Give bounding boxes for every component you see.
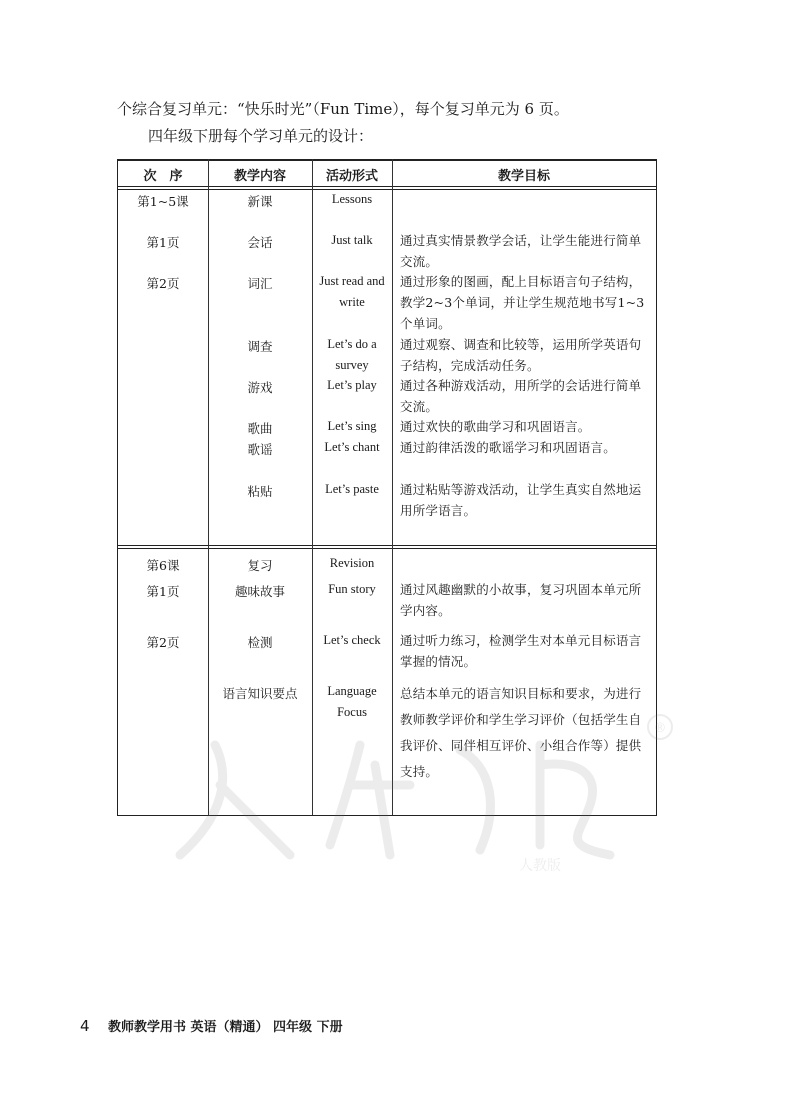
row-goal: 通过粘贴等游戏活动，让学生真实自然地运用所学语言。: [400, 482, 642, 518]
watermark-registered-mark: ®: [653, 721, 667, 736]
unit-design-table: [117, 159, 657, 816]
row-activity: Revision: [329, 556, 375, 570]
row-activity: Lessons: [331, 192, 373, 206]
row-content: 趣味故事: [234, 584, 285, 599]
header-rule: [118, 186, 656, 187]
page-number: 4: [80, 1017, 90, 1035]
intro-line-2: 四年级下册每个学习单元的设计：: [148, 127, 374, 145]
row-goal: 通过风趣幽默的小故事，复习巩固本单元所学内容。: [400, 582, 642, 618]
row-goal: 总结本单元的语言知识目标和要求，为进行教师教学评价和学生学习评价（包括学生自我评价、同伴相互评价、小组合作等）提供支持。: [400, 686, 642, 779]
row-activity: Let’s sing: [327, 419, 377, 433]
row-content: 歌曲: [247, 421, 273, 436]
row-order: 第1~5课: [137, 194, 189, 209]
row-content: 语言知识要点: [222, 686, 298, 701]
row-activity: Let’s paste: [325, 482, 379, 496]
watermark-text: 人教版: [519, 858, 561, 874]
row-activity: Let’s chant: [324, 440, 380, 454]
row-goal: 通过真实情景教学会话，让学生能进行简单交流。: [400, 233, 642, 269]
row-goal: 通过形象的图画，配上目标语言句子结构，教学2~3个单词，并让学生规范地书写1~3个单词。: [400, 274, 645, 331]
row-order: 第2页: [146, 276, 180, 291]
row-order: 第2页: [146, 635, 180, 650]
header-goal: 教学目标: [497, 169, 550, 184]
section-rule: [118, 545, 656, 546]
row-order: 第1页: [146, 584, 180, 599]
row-content: 游戏: [247, 380, 273, 395]
row-content: 歌谣: [247, 442, 273, 457]
row-goal: 通过观察、调查和比较等，运用所学英语句子结构，完成活动任务。: [400, 337, 642, 373]
row-content: 调查: [247, 339, 273, 354]
row-activity: Let’s check: [323, 633, 381, 647]
section-rule-double: [118, 548, 656, 549]
table-top-rule: [118, 159, 656, 161]
row-goal: 通过欢快的歌曲学习和巩固语言。: [400, 419, 591, 434]
row-activity: Let’s do a survey: [327, 337, 377, 372]
row-activity: Language Focus: [327, 684, 377, 719]
row-activity: Just read and write: [319, 274, 385, 309]
col-divider-3: [392, 159, 393, 815]
row-order: 第1页: [146, 235, 180, 250]
row-goal: 通过韵律活泼的歌谣学习和巩固语言。: [400, 440, 616, 455]
book-title: 教师教学用书 英语（精通） 四年级 下册: [108, 1020, 343, 1035]
row-goal: 通过各种游戏活动，用所学的会话进行简单交流。: [400, 378, 642, 414]
row-content: 粘贴: [247, 484, 273, 499]
header-activity: 活动形式: [325, 169, 378, 184]
header-content: 教学内容: [233, 169, 286, 184]
row-content: 检测: [247, 635, 273, 650]
row-content: 会话: [247, 235, 273, 250]
row-activity: Let’s play: [327, 378, 377, 392]
row-content: 词汇: [247, 276, 273, 291]
row-content: 新课: [247, 194, 273, 209]
row-activity: Just talk: [331, 233, 373, 247]
row-content: 复习: [247, 558, 273, 573]
row-goal: 通过听力练习，检测学生对本单元目标语言掌握的情况。: [400, 633, 642, 669]
row-order: 第6课: [146, 558, 180, 573]
header-order: 次 序: [143, 169, 183, 184]
row-activity: Fun story: [328, 582, 376, 596]
intro-line-1: 个综合复习单元：“快乐时光”（Fun Time），每个复习单元为 6 页。: [117, 100, 569, 118]
page-footer: [80, 1016, 343, 1035]
